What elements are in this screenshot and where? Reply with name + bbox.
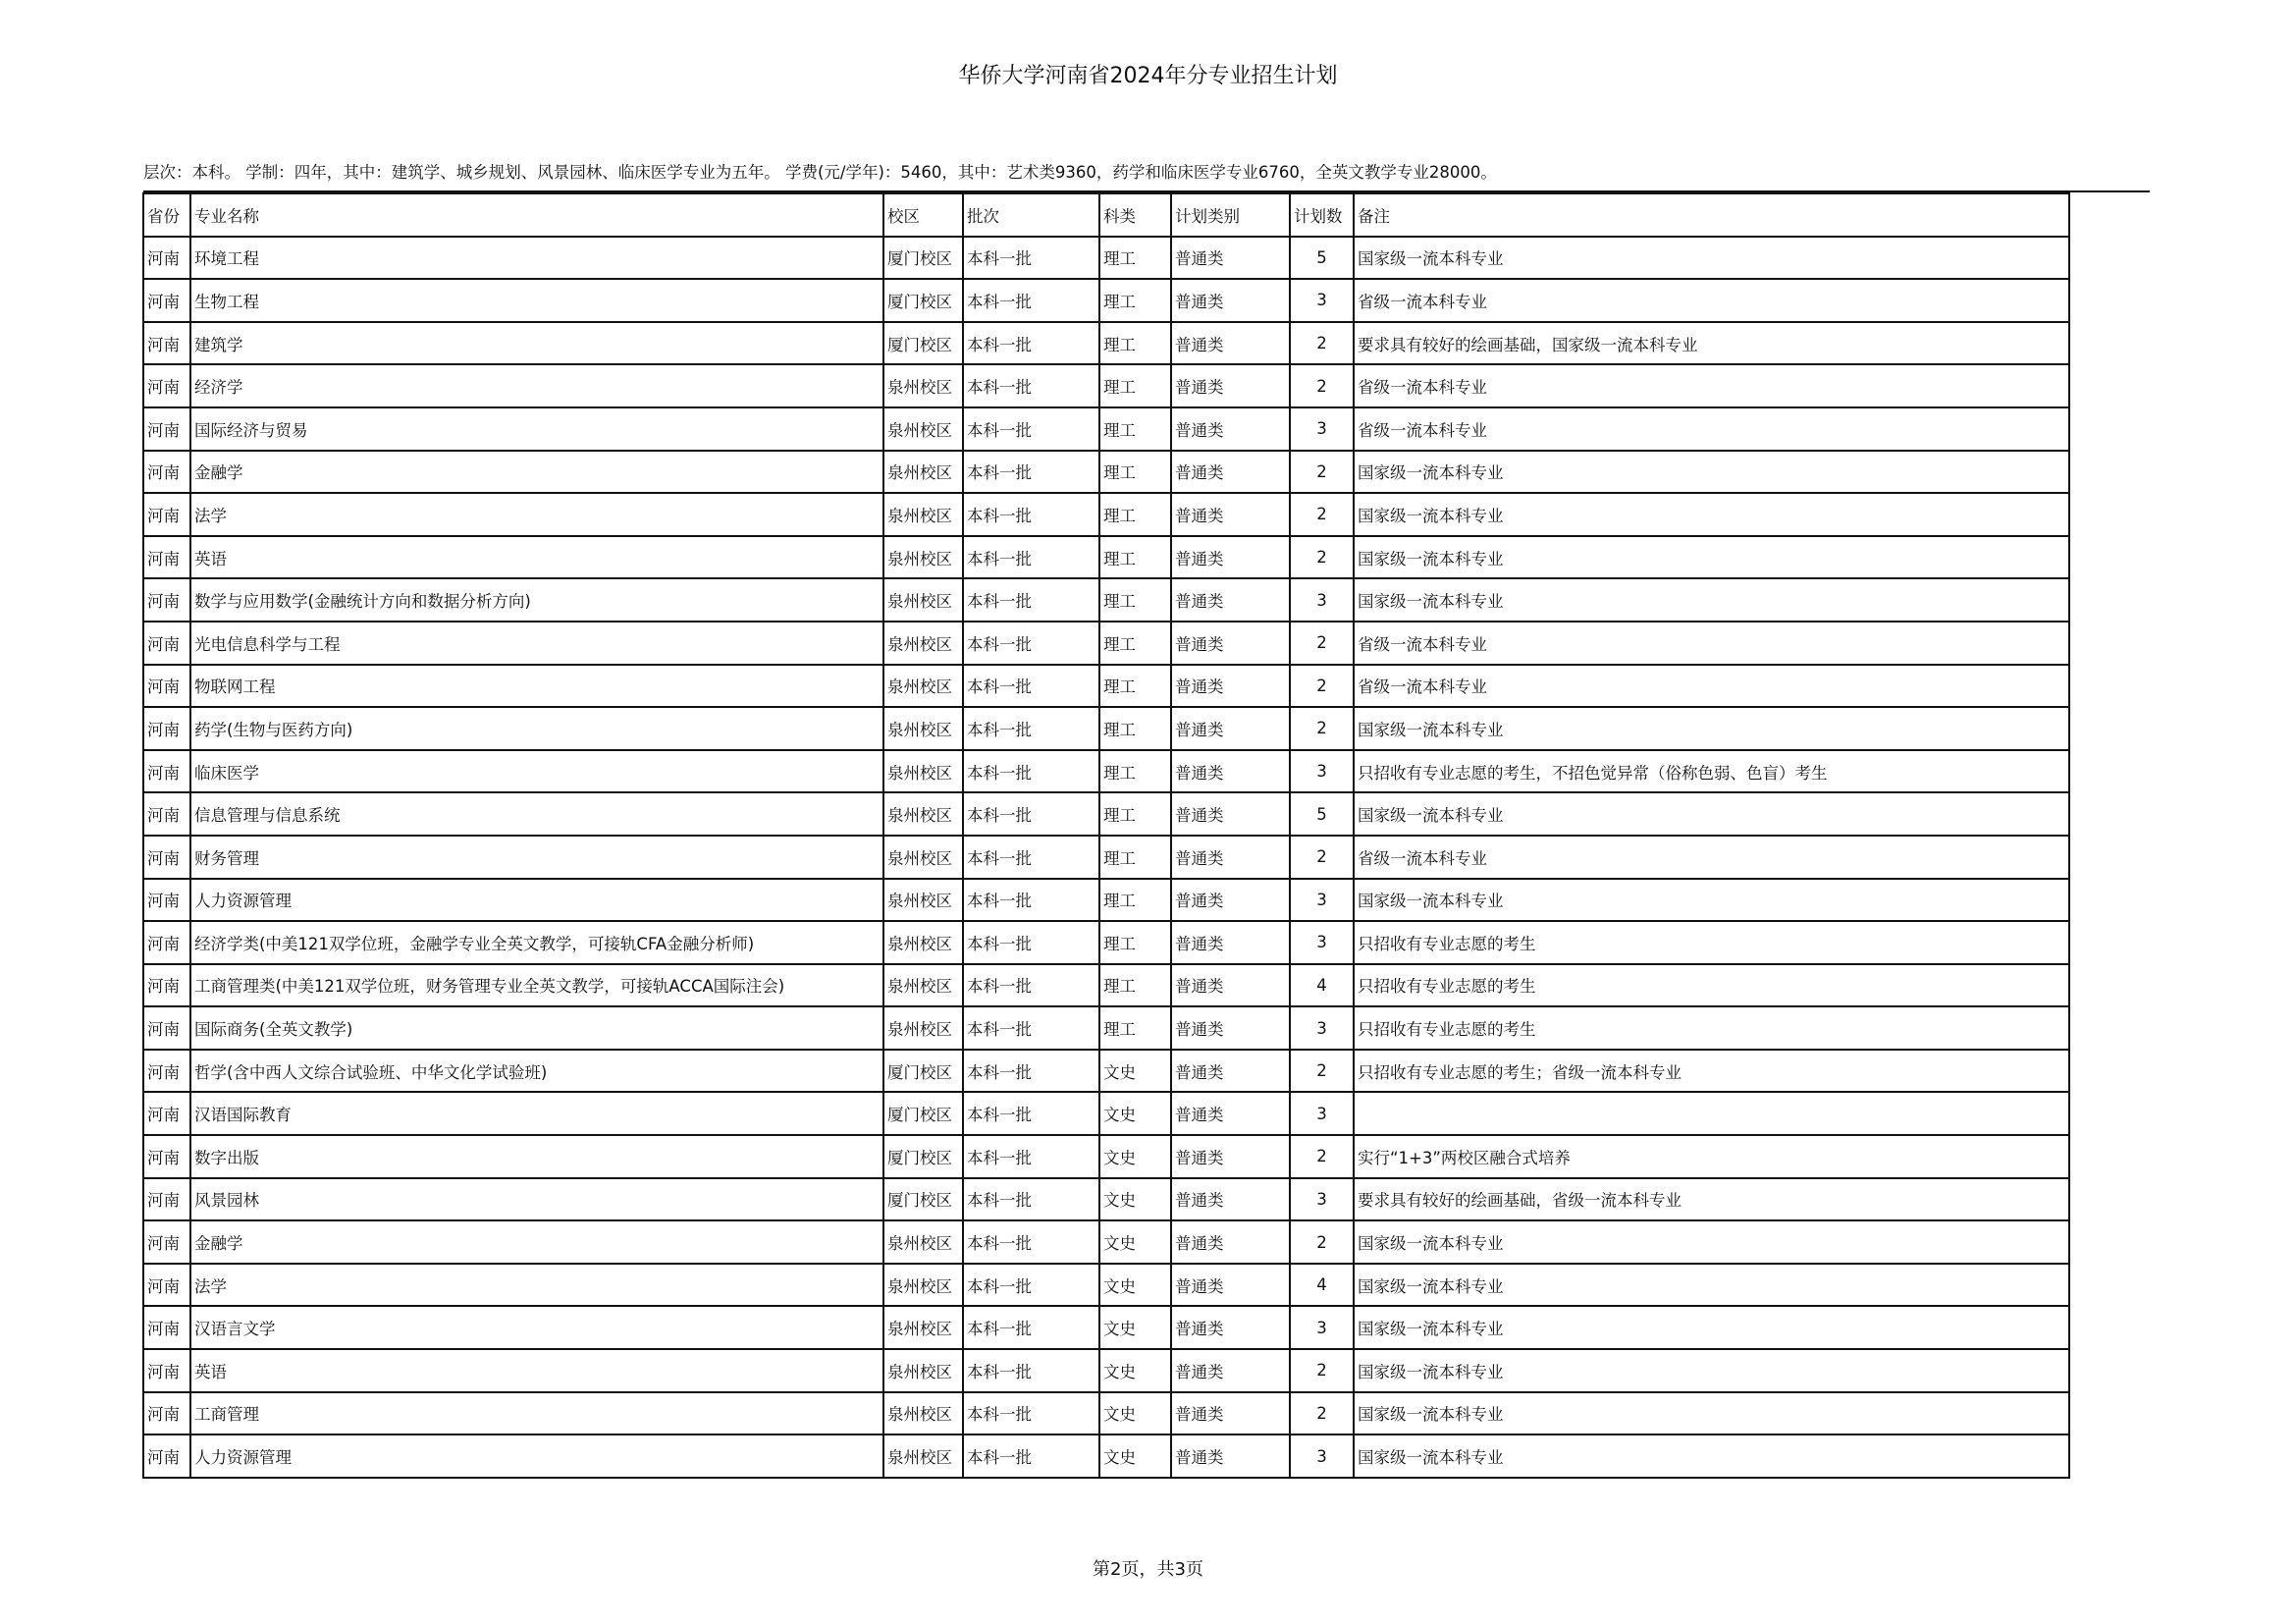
cell-plan-count: 2: [1290, 1392, 1354, 1435]
cell-subject-type: 文史: [1099, 1220, 1171, 1264]
cell-plan-type: 普通类: [1171, 279, 1290, 322]
cell-province: 河南: [143, 1349, 190, 1392]
cell-subject-type: 理工: [1099, 792, 1171, 836]
cell-batch: 本科一批: [963, 1349, 1099, 1392]
cell-plan-count: 3: [1290, 1178, 1354, 1221]
cell-campus: 泉州校区: [883, 921, 963, 964]
cell-campus: 泉州校区: [883, 407, 963, 451]
header-remarks: 备注: [1354, 193, 2069, 237]
cell-plan-count: 2: [1290, 493, 1354, 536]
cell-batch: 本科一批: [963, 1006, 1099, 1050]
cell-campus: 泉州校区: [883, 622, 963, 665]
cell-plan-type: 普通类: [1171, 665, 1290, 708]
cell-plan-count: 3: [1290, 921, 1354, 964]
cell-remarks: 国家级一流本科专业: [1354, 451, 2069, 494]
cell-remarks: 要求具有较好的绘画基础，省级一流本科专业: [1354, 1178, 2069, 1221]
table-row: [143, 451, 2069, 494]
cell-batch: 本科一批: [963, 1264, 1099, 1307]
cell-subject-type: 理工: [1099, 279, 1171, 322]
cell-plan-count: 2: [1290, 451, 1354, 494]
cell-major-name: 建筑学: [190, 322, 883, 365]
cell-plan-count: 3: [1290, 1306, 1354, 1349]
cell-campus: 泉州校区: [883, 879, 963, 922]
cell-batch: 本科一批: [963, 622, 1099, 665]
cell-province: 河南: [143, 578, 190, 622]
cell-subject-type: 理工: [1099, 322, 1171, 365]
cell-remarks: 实行“1+3”两校区融合式培养: [1354, 1135, 2069, 1178]
table-row: [143, 1178, 2069, 1221]
cell-province: 河南: [143, 836, 190, 879]
cell-batch: 本科一批: [963, 879, 1099, 922]
cell-campus: 泉州校区: [883, 1435, 963, 1478]
cell-plan-type: 普通类: [1171, 1264, 1290, 1307]
cell-remarks: 国家级一流本科专业: [1354, 1435, 2069, 1478]
cell-plan-type: 普通类: [1171, 1178, 1290, 1221]
cell-province: 河南: [143, 879, 190, 922]
header-plan-count: 计划数: [1290, 193, 1354, 237]
cell-campus: 厦门校区: [883, 237, 963, 280]
cell-province: 河南: [143, 1092, 190, 1135]
cell-campus: 厦门校区: [883, 279, 963, 322]
cell-campus: 厦门校区: [883, 1092, 963, 1135]
cell-province: 河南: [143, 451, 190, 494]
table-row: [143, 1050, 2069, 1093]
cell-remarks: 要求具有较好的绘画基础，国家级一流本科专业: [1354, 322, 2069, 365]
table-row: [143, 1006, 2069, 1050]
cell-campus: 泉州校区: [883, 493, 963, 536]
cell-plan-count: 2: [1290, 622, 1354, 665]
cell-plan-count: 5: [1290, 792, 1354, 836]
cell-batch: 本科一批: [963, 279, 1099, 322]
cell-subject-type: 理工: [1099, 1006, 1171, 1050]
cell-remarks: 只招收有专业志愿的考生: [1354, 964, 2069, 1007]
cell-plan-count: 2: [1290, 665, 1354, 708]
cell-plan-type: 普通类: [1171, 1220, 1290, 1264]
cell-major-name: 光电信息科学与工程: [190, 622, 883, 665]
cell-plan-count: 2: [1290, 536, 1354, 579]
cell-province: 河南: [143, 622, 190, 665]
cell-province: 河南: [143, 964, 190, 1007]
info-line: 层次：本科。 学制：四年，其中：建筑学、城乡规划、风景园林、临床医学专业为五年。 学费(元/学年)：5460，其中：艺术类9360，药学和临床医学专业6760，全英文教学专业28000。: [143, 163, 1497, 182]
cell-major-name: 法学: [190, 1264, 883, 1307]
cell-subject-type: 文史: [1099, 1264, 1171, 1307]
table-row: [143, 622, 2069, 665]
cell-campus: 泉州校区: [883, 665, 963, 708]
cell-remarks: 省级一流本科专业: [1354, 407, 2069, 451]
cell-plan-type: 普通类: [1171, 493, 1290, 536]
cell-plan-count: 3: [1290, 578, 1354, 622]
cell-province: 河南: [143, 921, 190, 964]
cell-batch: 本科一批: [963, 836, 1099, 879]
cell-remarks: 省级一流本科专业: [1354, 665, 2069, 708]
cell-subject-type: 理工: [1099, 364, 1171, 407]
cell-batch: 本科一批: [963, 493, 1099, 536]
cell-campus: 泉州校区: [883, 578, 963, 622]
cell-plan-type: 普通类: [1171, 921, 1290, 964]
cell-province: 河南: [143, 1435, 190, 1478]
table-row: [143, 707, 2069, 750]
cell-campus: 泉州校区: [883, 964, 963, 1007]
table-row: [143, 1092, 2069, 1135]
table-row: [143, 1264, 2069, 1307]
table-row: [143, 322, 2069, 365]
cell-batch: 本科一批: [963, 665, 1099, 708]
cell-province: 河南: [143, 493, 190, 536]
cell-campus: 厦门校区: [883, 1135, 963, 1178]
cell-subject-type: 文史: [1099, 1349, 1171, 1392]
cell-subject-type: 理工: [1099, 451, 1171, 494]
cell-subject-type: 理工: [1099, 493, 1171, 536]
cell-plan-count: 2: [1290, 1220, 1354, 1264]
cell-plan-count: 2: [1290, 1135, 1354, 1178]
cell-major-name: 药学(生物与医药方向): [190, 707, 883, 750]
cell-subject-type: 理工: [1099, 836, 1171, 879]
table-row: [143, 536, 2069, 579]
cell-campus: 泉州校区: [883, 836, 963, 879]
cell-province: 河南: [143, 536, 190, 579]
cell-batch: 本科一批: [963, 364, 1099, 407]
cell-plan-type: 普通类: [1171, 451, 1290, 494]
cell-plan-count: 2: [1290, 836, 1354, 879]
table-row: [143, 964, 2069, 1007]
cell-major-name: 哲学(含中西人文综合试验班、中华文化学试验班): [190, 1050, 883, 1093]
cell-campus: 泉州校区: [883, 1306, 963, 1349]
header-major-name: 专业名称: [190, 193, 883, 237]
cell-plan-type: 普通类: [1171, 1306, 1290, 1349]
table-row: [143, 407, 2069, 451]
cell-major-name: 汉语国际教育: [190, 1092, 883, 1135]
cell-plan-count: 2: [1290, 1349, 1354, 1392]
cell-plan-type: 普通类: [1171, 792, 1290, 836]
cell-plan-count: 2: [1290, 322, 1354, 365]
cell-batch: 本科一批: [963, 921, 1099, 964]
cell-province: 河南: [143, 750, 190, 793]
cell-batch: 本科一批: [963, 1435, 1099, 1478]
cell-major-name: 英语: [190, 1349, 883, 1392]
cell-plan-type: 普通类: [1171, 536, 1290, 579]
header-plan-type: 计划类别: [1171, 193, 1290, 237]
cell-batch: 本科一批: [963, 578, 1099, 622]
cell-subject-type: 理工: [1099, 879, 1171, 922]
cell-subject-type: 理工: [1099, 407, 1171, 451]
cell-plan-count: 4: [1290, 1264, 1354, 1307]
cell-campus: 泉州校区: [883, 707, 963, 750]
cell-plan-type: 普通类: [1171, 879, 1290, 922]
cell-remarks: 国家级一流本科专业: [1354, 1392, 2069, 1435]
cell-province: 河南: [143, 1220, 190, 1264]
cell-plan-type: 普通类: [1171, 1392, 1290, 1435]
cell-plan-type: 普通类: [1171, 364, 1290, 407]
cell-batch: 本科一批: [963, 750, 1099, 793]
cell-plan-type: 普通类: [1171, 964, 1290, 1007]
cell-remarks: 国家级一流本科专业: [1354, 1220, 2069, 1264]
cell-province: 河南: [143, 1306, 190, 1349]
cell-batch: 本科一批: [963, 407, 1099, 451]
table-row: [143, 921, 2069, 964]
cell-campus: 泉州校区: [883, 792, 963, 836]
table-row: [143, 493, 2069, 536]
cell-major-name: 国际经济与贸易: [190, 407, 883, 451]
header-campus: 校区: [883, 193, 963, 237]
cell-subject-type: 文史: [1099, 1178, 1171, 1221]
cell-batch: 本科一批: [963, 237, 1099, 280]
cell-batch: 本科一批: [963, 964, 1099, 1007]
table-row: [143, 279, 2069, 322]
cell-province: 河南: [143, 237, 190, 280]
cell-subject-type: 理工: [1099, 964, 1171, 1007]
cell-remarks: 国家级一流本科专业: [1354, 879, 2069, 922]
cell-remarks: 国家级一流本科专业: [1354, 237, 2069, 280]
cell-remarks: 国家级一流本科专业: [1354, 578, 2069, 622]
cell-province: 河南: [143, 322, 190, 365]
cell-remarks: 省级一流本科专业: [1354, 279, 2069, 322]
cell-major-name: 经济学类(中美121双学位班，金融学专业全英文教学，可接轨CFA金融分析师): [190, 921, 883, 964]
cell-subject-type: 文史: [1099, 1092, 1171, 1135]
table-row: [143, 1392, 2069, 1435]
cell-plan-type: 普通类: [1171, 1006, 1290, 1050]
cell-subject-type: 文史: [1099, 1050, 1171, 1093]
cell-major-name: 金融学: [190, 451, 883, 494]
table-row: [143, 836, 2069, 879]
cell-major-name: 生物工程: [190, 279, 883, 322]
cell-subject-type: 理工: [1099, 665, 1171, 708]
table-row: [143, 665, 2069, 708]
cell-remarks: 国家级一流本科专业: [1354, 792, 2069, 836]
cell-subject-type: 文史: [1099, 1392, 1171, 1435]
cell-major-name: 物联网工程: [190, 665, 883, 708]
cell-plan-count: 2: [1290, 707, 1354, 750]
cell-remarks: 国家级一流本科专业: [1354, 1264, 2069, 1307]
cell-campus: 泉州校区: [883, 750, 963, 793]
cell-remarks: 国家级一流本科专业: [1354, 1306, 2069, 1349]
cell-major-name: 工商管理: [190, 1392, 883, 1435]
table-row: [143, 792, 2069, 836]
cell-batch: 本科一批: [963, 1092, 1099, 1135]
cell-subject-type: 文史: [1099, 1306, 1171, 1349]
table-header-row: [143, 193, 2069, 237]
cell-plan-type: 普通类: [1171, 1135, 1290, 1178]
cell-remarks: 省级一流本科专业: [1354, 364, 2069, 407]
table-row: [143, 237, 2069, 280]
cell-plan-count: 3: [1290, 407, 1354, 451]
table-row: [143, 1306, 2069, 1349]
cell-plan-type: 普通类: [1171, 322, 1290, 365]
cell-remarks: 只招收有专业志愿的考生: [1354, 1006, 2069, 1050]
cell-campus: 厦门校区: [883, 1178, 963, 1221]
cell-campus: 泉州校区: [883, 1006, 963, 1050]
cell-major-name: 汉语言文学: [190, 1306, 883, 1349]
table-row: [143, 1135, 2069, 1178]
cell-batch: 本科一批: [963, 322, 1099, 365]
cell-plan-count: 5: [1290, 237, 1354, 280]
cell-major-name: 财务管理: [190, 836, 883, 879]
cell-plan-type: 普通类: [1171, 1349, 1290, 1392]
table-row: [143, 750, 2069, 793]
cell-plan-type: 普通类: [1171, 1092, 1290, 1135]
cell-subject-type: 理工: [1099, 578, 1171, 622]
cell-province: 河南: [143, 279, 190, 322]
cell-major-name: 环境工程: [190, 237, 883, 280]
cell-plan-type: 普通类: [1171, 407, 1290, 451]
cell-plan-count: 2: [1290, 364, 1354, 407]
cell-remarks: 只招收有专业志愿的考生；省级一流本科专业: [1354, 1050, 2069, 1093]
cell-batch: 本科一批: [963, 1050, 1099, 1093]
cell-remarks: [1354, 1092, 2069, 1135]
table-row: [143, 879, 2069, 922]
page-footer: 第2页，共3页: [1093, 1559, 1203, 1580]
cell-major-name: 法学: [190, 493, 883, 536]
cell-major-name: 英语: [190, 536, 883, 579]
cell-plan-type: 普通类: [1171, 622, 1290, 665]
cell-batch: 本科一批: [963, 1306, 1099, 1349]
cell-province: 河南: [143, 1264, 190, 1307]
cell-province: 河南: [143, 665, 190, 708]
cell-province: 河南: [143, 1135, 190, 1178]
cell-plan-type: 普通类: [1171, 707, 1290, 750]
cell-province: 河南: [143, 1050, 190, 1093]
cell-subject-type: 理工: [1099, 921, 1171, 964]
cell-campus: 泉州校区: [883, 1349, 963, 1392]
cell-subject-type: 文史: [1099, 1435, 1171, 1478]
cell-plan-count: 3: [1290, 279, 1354, 322]
cell-major-name: 国际商务(全英文教学): [190, 1006, 883, 1050]
cell-remarks: 省级一流本科专业: [1354, 836, 2069, 879]
table-row: [143, 1349, 2069, 1392]
cell-subject-type: 理工: [1099, 707, 1171, 750]
cell-campus: 泉州校区: [883, 451, 963, 494]
header-province: 省份: [143, 193, 190, 237]
cell-province: 河南: [143, 364, 190, 407]
cell-batch: 本科一批: [963, 792, 1099, 836]
cell-campus: 泉州校区: [883, 364, 963, 407]
cell-major-name: 数字出版: [190, 1135, 883, 1178]
cell-subject-type: 理工: [1099, 622, 1171, 665]
cell-campus: 厦门校区: [883, 1050, 963, 1093]
cell-plan-count: 2: [1290, 1050, 1354, 1093]
cell-remarks: 国家级一流本科专业: [1354, 1349, 2069, 1392]
cell-batch: 本科一批: [963, 1392, 1099, 1435]
table-row: [143, 364, 2069, 407]
cell-plan-count: 3: [1290, 1006, 1354, 1050]
cell-major-name: 经济学: [190, 364, 883, 407]
table-row: [143, 1435, 2069, 1478]
cell-subject-type: 理工: [1099, 750, 1171, 793]
cell-remarks: 省级一流本科专业: [1354, 622, 2069, 665]
cell-major-name: 人力资源管理: [190, 879, 883, 922]
cell-province: 河南: [143, 1392, 190, 1435]
cell-major-name: 临床医学: [190, 750, 883, 793]
cell-province: 河南: [143, 707, 190, 750]
cell-plan-type: 普通类: [1171, 750, 1290, 793]
cell-major-name: 工商管理类(中美121双学位班，财务管理专业全英文教学，可接轨ACCA国际注会): [190, 964, 883, 1007]
cell-campus: 泉州校区: [883, 1264, 963, 1307]
cell-remarks: 国家级一流本科专业: [1354, 536, 2069, 579]
cell-major-name: 信息管理与信息系统: [190, 792, 883, 836]
cell-remarks: 只招收有专业志愿的考生，不招色觉异常（俗称色弱、色盲）考生: [1354, 750, 2069, 793]
cell-campus: 泉州校区: [883, 1392, 963, 1435]
cell-subject-type: 理工: [1099, 237, 1171, 280]
cell-province: 河南: [143, 407, 190, 451]
cell-plan-type: 普通类: [1171, 578, 1290, 622]
cell-plan-count: 4: [1290, 964, 1354, 1007]
cell-campus: 泉州校区: [883, 536, 963, 579]
cell-plan-type: 普通类: [1171, 836, 1290, 879]
cell-batch: 本科一批: [963, 1220, 1099, 1264]
table-row: [143, 1220, 2069, 1264]
cell-major-name: 风景园林: [190, 1178, 883, 1221]
cell-plan-count: 3: [1290, 879, 1354, 922]
cell-batch: 本科一批: [963, 1178, 1099, 1221]
cell-batch: 本科一批: [963, 451, 1099, 494]
cell-batch: 本科一批: [963, 536, 1099, 579]
cell-subject-type: 文史: [1099, 1135, 1171, 1178]
table-row: [143, 578, 2069, 622]
cell-plan-type: 普通类: [1171, 1050, 1290, 1093]
cell-province: 河南: [143, 792, 190, 836]
cell-plan-count: 3: [1290, 750, 1354, 793]
cell-remarks: 国家级一流本科专业: [1354, 707, 2069, 750]
cell-plan-count: 3: [1290, 1092, 1354, 1135]
cell-plan-count: 3: [1290, 1435, 1354, 1478]
cell-major-name: 金融学: [190, 1220, 883, 1264]
page-title: 华侨大学河南省2024年分专业招生计划: [958, 64, 1338, 88]
header-subject-type: 科类: [1099, 193, 1171, 237]
cell-subject-type: 理工: [1099, 536, 1171, 579]
cell-campus: 厦门校区: [883, 322, 963, 365]
enrollment-plan-table: [142, 192, 2070, 1479]
cell-batch: 本科一批: [963, 1135, 1099, 1178]
cell-major-name: 人力资源管理: [190, 1435, 883, 1478]
cell-plan-type: 普通类: [1171, 237, 1290, 280]
cell-remarks: 只招收有专业志愿的考生: [1354, 921, 2069, 964]
cell-remarks: 国家级一流本科专业: [1354, 493, 2069, 536]
header-batch: 批次: [963, 193, 1099, 237]
cell-batch: 本科一批: [963, 707, 1099, 750]
cell-campus: 泉州校区: [883, 1220, 963, 1264]
cell-province: 河南: [143, 1178, 190, 1221]
cell-province: 河南: [143, 1006, 190, 1050]
cell-major-name: 数学与应用数学(金融统计方向和数据分析方向): [190, 578, 883, 622]
cell-plan-type: 普通类: [1171, 1435, 1290, 1478]
